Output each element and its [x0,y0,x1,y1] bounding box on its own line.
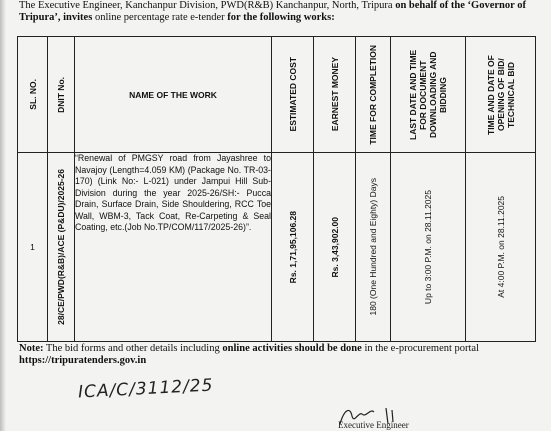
note-text-2: in the e-procurement portal [361,343,480,354]
note-text-1: The bid forms and other details including [43,343,223,354]
note-bold-1: online activities should be done [222,343,362,354]
intro-bold-1: on behalf of the ‘Governor of Tripura’, invites [19,0,526,23]
header-name-of-work: NAME OF THE WORK [75,37,272,153]
header-opening [466,37,536,153]
signature-label: Executive Engineer [338,420,409,430]
intro-text-1: The Executive Engineer, Kanchanpur Division, PWD(R&B) Kanchanpur, North, Tripura [19,0,396,11]
cell-estimated-cost [272,153,314,342]
cell-dnit-no [48,153,75,342]
header-sl-label: SL. NO. [27,79,38,110]
cell-earnest-text: Rs. 3,43,902.00 [329,216,340,278]
intro-bold-2: for the following works [227,12,332,23]
cell-opening-text: At 4:00 P.M. on 28.11.2025 [495,196,506,298]
header-time-label: TIME FOR COMPLETION [368,44,378,145]
handwritten-reference: ICA/C/3112/25 [77,375,214,403]
table-row [18,153,536,342]
cell-last-date-text: Up to 3:00 P.M. on 28.11.2025 [423,189,433,305]
intro-colon: : [331,12,335,23]
header-earnest-money [314,37,356,153]
header-estimated-cost [272,37,314,153]
header-earnest-label: EARNEST MONEY [329,57,340,132]
header-time-for-completion [356,37,391,153]
header-last-date [391,37,466,153]
header-opening-label: TIME AND DATE OF OPENING OF BID/ TECHNICAL BID [485,54,516,135]
cell-time-for-completion [356,153,391,342]
header-cost-label: ESTIMATED COST [287,57,298,132]
header-dnit-no [48,37,75,153]
cell-time-text: 180 (One Hundred and Eighty) Days [368,178,378,316]
header-last-date-label: LAST DATE AND TIME FOR DOCUMENT DOWNLOADING AND BIDDING [408,49,448,140]
note-paragraph [19,343,534,367]
cell-last-date [391,153,466,342]
intro-paragraph [19,0,534,24]
cell-dnit-text: 28/CE/PWD(R&B)/ACE (P&DU)/2025-26 [56,169,66,325]
cell-sl-no: 1 [18,153,48,342]
table-header-row [18,37,536,153]
header-sl-no [18,37,48,153]
intro-text-2: online percentage rate e-tender [92,12,228,23]
tender-table [17,36,536,342]
cell-cost-text: Rs. 1,71,95,106.28 [287,210,298,284]
scan-edge-shadow [0,0,6,431]
portal-url: https://tripuratenders.gov.in [19,355,147,366]
note-label: Note: [19,343,44,354]
cell-opening [466,153,536,342]
cell-earnest-money [314,153,356,342]
cell-name-of-work: “Renewal of PMGSY road from Jayashree to Navajoy (Length=4.059 KM) (Package No. TR-03-170) (Link No:- L-021) under Jampui Hill Sub-Division during the year 2025-26/SH:- Pucca Drain, Surface Drain, Side Shouldering, RCC Toe Wall, WBM-3, Tack Coat, Re-Carpeting & Seal Coating, etc.(Job No.TP/COM/117/2025-26)”. [75,153,272,342]
header-dnit-label: DNIT No. [56,76,66,113]
